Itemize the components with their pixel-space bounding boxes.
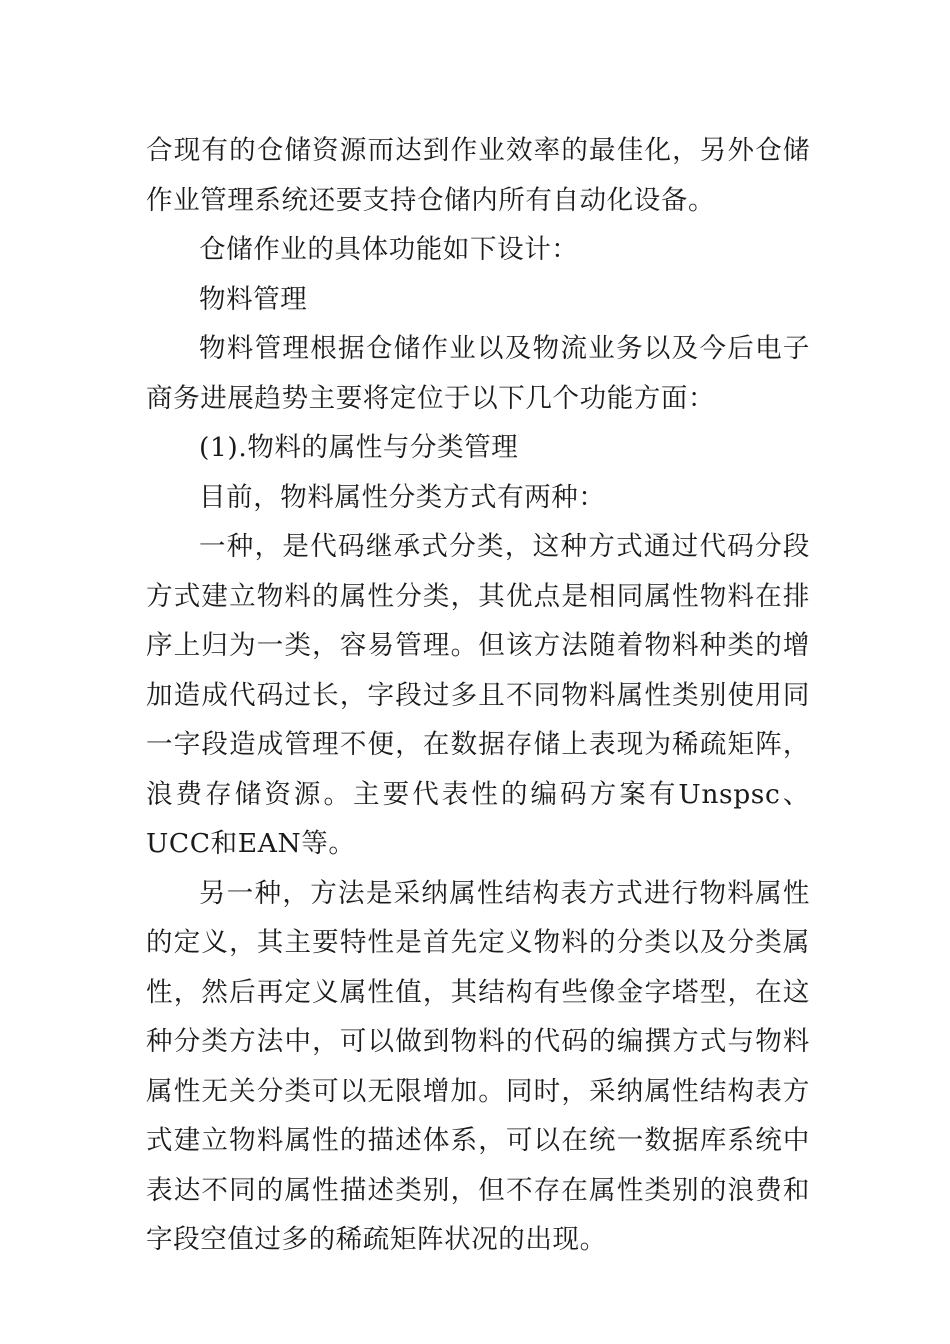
section-heading-material-management: 物料管理	[199, 283, 308, 315]
paragraph-7: 一种，是代码继承式分类，这种方式通过代码分段方式建立物料的属性分类，其优点是相同属性物料在排序上归为一类，容易管理。但该方法随着物料种类的增加造成代码过长，字段过多且不同物料属性类别使用同一字段造成管理不便，在数据存储上表现为稀疏矩阵，浪费存储资源。主要代表性的编码方案有Unspsc、UCC和EAN等。	[146, 531, 810, 859]
paragraph-8: 另一种，方法是采纳属性结构表方式进行物料属性的定义，其主要特性是首先定义物料的分类以及分类属性，然后再定义属性值，其结构有些像金字塔型，在这种分类方法中，可以做到物料的代码的编撰方式与物料属性无关分类可以无限增加。同时，采纳属性结构表方式建立物料属性的描述体系，可以在统一数据库系统中表达不同的属性描述类别，但不存在属性类别的浪费和字段空值过多的稀疏矩阵状况的出现。	[146, 877, 810, 1255]
paragraph-1: 合现有的仓储资源而达到作业效率的最佳化，另外仓储作业管理系统还要支持仓储内所有自动化设备。	[146, 135, 810, 216]
document-body	[146, 126, 810, 1265]
paragraph-6: 目前，物料属性分类方式有两种：	[199, 481, 606, 513]
paragraph-2: 仓储作业的具体功能如下设计：	[199, 234, 579, 265]
list-item-1-heading: (1).物料的属性与分类管理	[199, 432, 519, 463]
paragraph-4: 物料管理根据仓储作业以及物流业务以及今后电子商务进展趋势主要将定位于以下几个功能方面：	[146, 333, 810, 414]
